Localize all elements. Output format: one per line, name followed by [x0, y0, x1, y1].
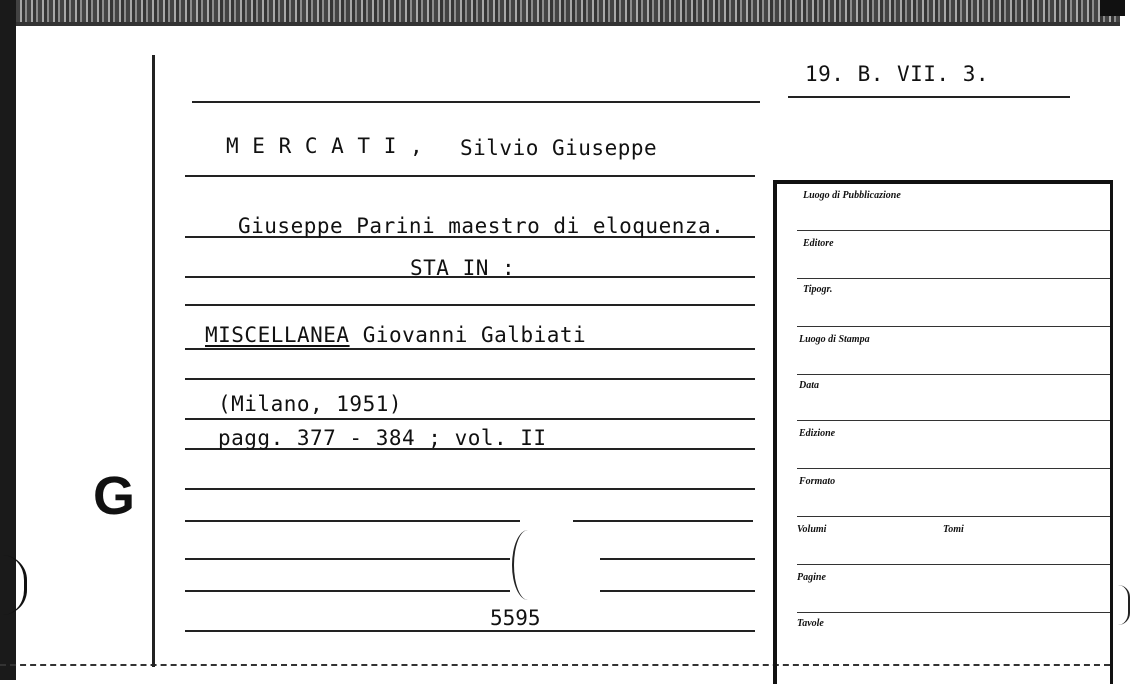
- collection-title-bold: MISCELLANEA: [205, 323, 350, 347]
- form-line: [797, 564, 1110, 565]
- label-luogo-stampa: Luogo di Stampa: [799, 334, 870, 345]
- label-editore: Editore: [803, 238, 834, 249]
- ruled-line: [185, 304, 755, 306]
- author-forename: Silvio Giuseppe: [460, 136, 658, 160]
- form-line: [797, 468, 1110, 469]
- work-title: Giuseppe Parini maestro di eloquenza.: [238, 214, 725, 238]
- label-tavole: Tavole: [797, 618, 824, 629]
- card-top-edge: [0, 0, 1120, 22]
- ruled-line: [185, 378, 755, 380]
- label-luogo-pubblicazione: Luogo di Pubblicazione: [803, 190, 901, 201]
- place-year: (Milano, 1951): [218, 392, 403, 416]
- ruled-line: [185, 418, 755, 420]
- label-data: Data: [799, 380, 819, 391]
- form-line: [797, 230, 1110, 231]
- collection-title: [205, 323, 586, 347]
- label-pagine: Pagine: [797, 572, 826, 583]
- label-formato: Formato: [799, 476, 836, 487]
- label-volumi: Volumi: [797, 524, 827, 535]
- margin-rule: [152, 55, 155, 667]
- publication-details-box: [773, 180, 1113, 684]
- ruled-line: [185, 520, 520, 522]
- ruled-line: [192, 101, 760, 103]
- pages-volume: pagg. 377 - 384 ; vol. II: [218, 426, 547, 450]
- card-corner-mark: [1100, 0, 1125, 16]
- sta-in-label: STA IN :: [410, 256, 516, 280]
- ruled-line: [185, 590, 510, 592]
- form-line: [797, 278, 1110, 279]
- bracket-mark: [512, 530, 544, 600]
- ruled-line: [185, 630, 755, 632]
- form-line: [797, 420, 1110, 421]
- card-top-border: [0, 22, 1120, 26]
- form-line: [797, 612, 1110, 613]
- label-tipogr: Tipogr.: [803, 284, 833, 295]
- ruled-line: [185, 175, 755, 177]
- ruled-line: [185, 348, 755, 350]
- shelfmark: 19. B. VII. 3.: [805, 62, 990, 86]
- label-tomi: Tomi: [943, 524, 964, 535]
- right-edge-mark: [1118, 585, 1130, 625]
- ruled-line: [185, 558, 510, 560]
- stamp-number: 5595: [490, 606, 541, 630]
- section-letter: G: [93, 466, 136, 526]
- label-edizione: Edizione: [799, 428, 836, 439]
- ruled-line: [185, 488, 755, 490]
- form-line: [797, 516, 1110, 517]
- collection-title-rest: Giovanni Galbiati: [349, 323, 587, 347]
- ruled-line: [600, 590, 755, 592]
- form-line: [797, 374, 1110, 375]
- ruled-line: [573, 520, 753, 522]
- form-line: [797, 326, 1110, 327]
- ruled-line: [788, 96, 1070, 98]
- author-surname: M E R C A T I ,: [226, 134, 424, 158]
- card-hole-mark: [2, 555, 27, 615]
- ruled-line: [600, 558, 755, 560]
